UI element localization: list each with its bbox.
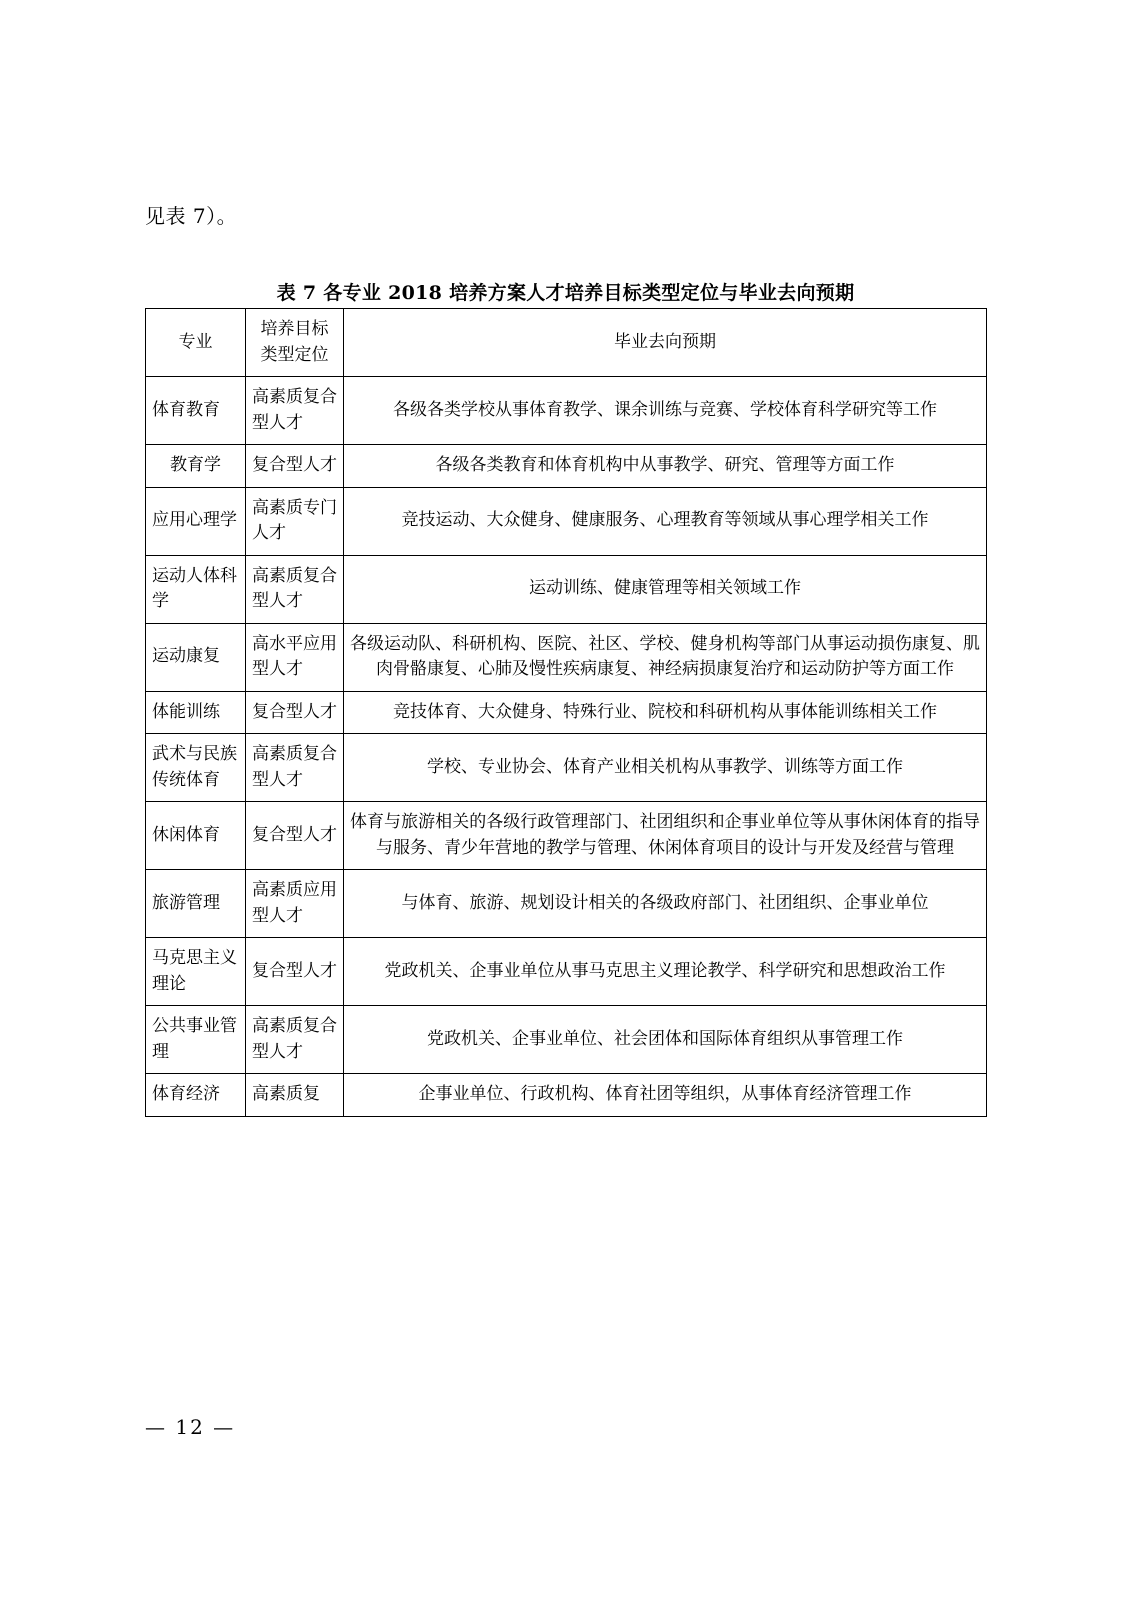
cell-major: 体育教育 — [146, 377, 246, 445]
cell-major: 旅游管理 — [146, 870, 246, 938]
column-header-destination: 毕业去向预期 — [344, 309, 987, 377]
cell-type: 复合型人才 — [246, 445, 344, 488]
cell-type: 高素质复合型人才 — [246, 555, 344, 623]
cell-destination: 学校、专业协会、体育产业相关机构从事教学、训练等方面工作 — [344, 734, 987, 802]
cell-major: 马克思主义理论 — [146, 938, 246, 1006]
cell-destination: 竞技体育、大众健身、特殊行业、院校和科研机构从事体能训练相关工作 — [344, 691, 987, 734]
lead-paragraph: 见表 7）。 — [145, 204, 238, 228]
table-row — [146, 870, 987, 938]
table-header-row — [146, 309, 987, 377]
table-caption: 表 7 各专业 2018 培养方案人才培养目标类型定位与毕业去向预期 — [276, 282, 855, 304]
table-row — [146, 802, 987, 870]
cell-major: 运动人体科学 — [146, 555, 246, 623]
cell-type: 复合型人才 — [246, 691, 344, 734]
cell-type: 高素质复合型人才 — [246, 1006, 344, 1074]
cell-type: 复合型人才 — [246, 938, 344, 1006]
column-header-major: 专业 — [146, 309, 246, 377]
column-header-type-line2: 类型定位 — [260, 344, 329, 365]
cell-destination: 党政机关、企事业单位、社会团体和国际体育组织从事管理工作 — [344, 1006, 987, 1074]
cell-major: 公共事业管理 — [146, 1006, 246, 1074]
cell-destination: 各级各类学校从事体育教学、课余训练与竞赛、学校体育科学研究等工作 — [344, 377, 987, 445]
table-row — [146, 734, 987, 802]
cell-major: 武术与民族传统体育 — [146, 734, 246, 802]
cell-destination: 党政机关、企事业单位从事马克思主义理论教学、科学研究和思想政治工作 — [344, 938, 987, 1006]
cell-type: 高素质专门人才 — [246, 487, 344, 555]
column-header-type — [246, 309, 344, 377]
table-row — [146, 1006, 987, 1074]
cell-destination: 运动训练、健康管理等相关领域工作 — [344, 555, 987, 623]
cell-destination: 各级运动队、科研机构、医院、社区、学校、健身机构等部门从事运动损伤康复、肌肉骨骼康复、心肺及慢性疾病康复、神经病损康复治疗和运动防护等方面工作 — [344, 623, 987, 691]
cell-major: 运动康复 — [146, 623, 246, 691]
column-header-type-line1: 培养目标 — [260, 319, 329, 339]
table-row — [146, 487, 987, 555]
table-row — [146, 623, 987, 691]
table-row — [146, 1074, 987, 1117]
cell-major: 应用心理学 — [146, 487, 246, 555]
cell-type: 高素质复合型人才 — [246, 734, 344, 802]
cell-type: 高素质复 — [246, 1074, 344, 1117]
table-row — [146, 555, 987, 623]
cell-destination: 竞技运动、大众健身、健康服务、心理教育等领域从事心理学相关工作 — [344, 487, 987, 555]
cell-destination: 与体育、旅游、规划设计相关的各级政府部门、社团组织、企事业单位 — [344, 870, 987, 938]
page-number: — 12 — — [145, 1415, 236, 1439]
cell-type: 高素质复合型人才 — [246, 377, 344, 445]
majors-table — [145, 308, 987, 1117]
cell-type: 高素质应用型人才 — [246, 870, 344, 938]
table-row — [146, 938, 987, 1006]
cell-major: 教育学 — [146, 445, 246, 488]
cell-type: 复合型人才 — [246, 802, 344, 870]
table-row — [146, 445, 987, 488]
cell-type: 高水平应用型人才 — [246, 623, 344, 691]
table-row — [146, 377, 987, 445]
cell-major: 体能训练 — [146, 691, 246, 734]
cell-destination: 体育与旅游相关的各级行政管理部门、社团组织和企事业单位等从事休闲体育的指导与服务、青少年营地的教学与管理、休闲体育项目的设计与开发及经营与管理 — [344, 802, 987, 870]
table-row — [146, 691, 987, 734]
cell-major: 体育经济 — [146, 1074, 246, 1117]
cell-destination: 企事业单位、行政机构、体育社团等组织，从事体育经济管理工作 — [344, 1074, 987, 1117]
cell-major: 休闲体育 — [146, 802, 246, 870]
cell-destination: 各级各类教育和体育机构中从事教学、研究、管理等方面工作 — [344, 445, 987, 488]
